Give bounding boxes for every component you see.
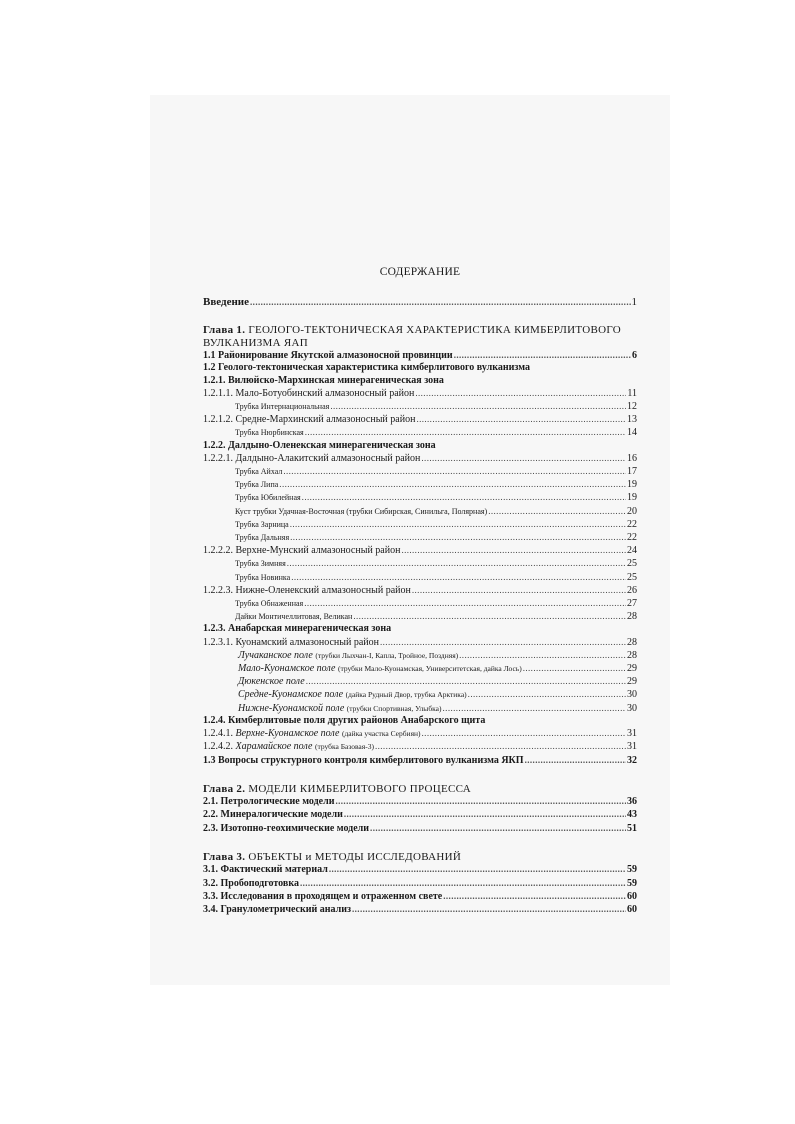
chapter-2-heading: Глава 2. МОДЕЛИ КИМБЕРЛИТОВОГО ПРОЦЕССА [203,782,471,795]
toc-entry: Трубка Зимняя ..... 25 [203,557,637,570]
toc-entry: 1.2.4.2. Харамайское поле (трубка Базовая-3) ..... 31 [203,740,637,753]
toc-entry: 1.3 Вопросы структурного контроля кимберлитового вулканизма ЯКП ..... 32 [203,754,637,767]
toc-entry: Мало-Куонамское поле (трубки Мало-Куонамская, Университетская, дайка Лось) ..... 29 [203,662,637,675]
toc-entry: 3.4. Гранулометрический анализ ..... 60 [203,903,637,916]
toc-entry: 1.2.1.1. Мало-Ботуобинский алмазоносный район ..... 11 [203,387,637,400]
toc-entry: Нижне-Куонамской поле (трубки Спортивная, Улыбка) ..... 30 [203,702,637,715]
toc-entry-intro: Введение ..... 1 [203,296,637,308]
toc-entry: 3.2. Пробоподготовка ..... 59 [203,877,637,890]
toc-entry: 1.2.1. Вилюйско-Мархинская минерагеническая зона [203,374,444,386]
toc-entry: 1.1 Районирование Якутской алмазоносной провинции ..... 6 [203,349,637,362]
toc-entry: 2.3. Изотопно-геохимические модели ..... 51 [203,822,637,835]
toc-entry: 1.2.2.1. Далдыно-Алакитский алмазоносный район ..... 16 [203,452,637,465]
toc-entry: 3.3. Исследования в проходящем и отраженном свете ..... 60 [203,890,637,903]
toc-entry: 1.2.1.2. Средне-Мархинский алмазоносный район ..... 13 [203,413,637,426]
toc-entry: 1.2.2.3. Нижне-Оленекский алмазоносный район ..... 26 [203,584,637,597]
toc-entry: 1.2.4.1. Верхне-Куонамское поле (дайка участка Сербиян) ..... 31 [203,727,637,740]
toc-entry: Трубка Дальняя ..... 22 [203,531,637,544]
toc-entry: Трубка Обнаженная ..... 27 [203,597,637,610]
toc-entry: Трубка Новинка ..... 25 [203,571,637,584]
toc-entry: Трубка Юбилейная ..... 19 [203,491,637,504]
toc-entry: Трубка Интернациональная ..... 12 [203,400,637,413]
toc-entry: Трубка Зарница ..... 22 [203,518,637,531]
toc-entry: 1.2.3. Анабарская минерагеническая зона [203,623,392,635]
toc-entry: 2.1. Петрологические модели ..... 36 [203,795,637,808]
toc-entry: Куст трубки Удачная-Восточная (трубки Сибирская, Синильга, Полярная) ..... 20 [203,505,637,518]
toc-entry: Лучаканское поле (трубки Лыхчан-I, Капла, Тройное, Поздняя) ..... 28 [203,649,637,662]
toc-entry: Трубка Айхал ..... 17 [203,465,637,478]
toc-entry: 2.2. Минералогические модели ..... 43 [203,808,637,821]
chapter-1-heading: Глава 1. ГЕОЛОГО-ТЕКТОНИЧЕСКАЯ ХАРАКТЕРИСТИКА КИМБЕРЛИТОВОГО ВУЛКАНИЗМА ЯАП [203,324,621,349]
toc-entry: 3.1. Фактический материал ..... 59 [203,863,637,876]
table-of-contents [203,266,637,916]
toc-entry: 1.2 Геолого-тектоническая характеристика кимберлитового вулканизма [203,362,530,374]
toc-entry: Дайки Монтичеллитовая, Великан ..... 28 [203,610,637,623]
page-title: СОДЕРЖАНИЕ [379,266,461,278]
toc-entry: Дюкенское поле ..... 29 [203,675,637,688]
toc-entry: Трубка Липа ..... 19 [203,478,637,491]
toc-entry: 1.2.2. Далдыно-Оленекская минерагеническая зона [203,439,436,451]
toc-entry: 1.2.4. Кимберлитовые поля других районов Анабарского щита [203,714,486,726]
toc-entry: Трубка Нюрбинская ..... 14 [203,426,637,439]
toc-entry: 1.2.3.1. Куонамский алмазоносный район ..... 28 [203,636,637,649]
toc-entry: 1.2.2.2. Верхне-Мунский алмазоносный район ..... 24 [203,544,637,557]
chapter-3-heading: Глава 3. ОБЪЕКТЫ и МЕТОДЫ ИССЛЕДОВАНИЙ [203,850,462,863]
toc-entry: Средне-Куонамское поле (дайка Рудный Двор, трубка Арктика) ..... 30 [203,688,637,701]
